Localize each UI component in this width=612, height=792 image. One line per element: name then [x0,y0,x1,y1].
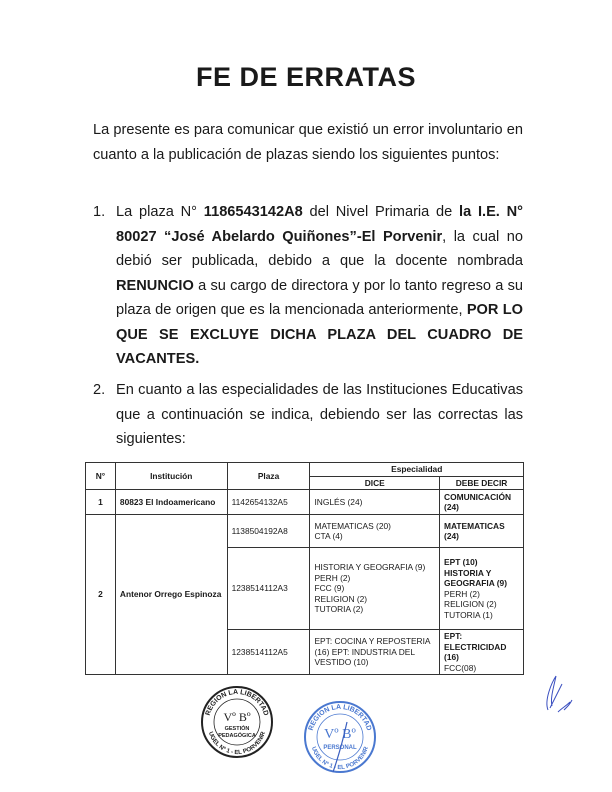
cell-n: 2 [86,515,116,675]
debe-line: COMUNICACIÓN (24) [444,491,512,512]
dice-line: TUTORIA (2) [314,604,364,615]
stamp-sub-text: PEDAGÓGICA [218,733,256,739]
debe-line: TUTORIA (1) [444,609,493,620]
cell-debe-decir [440,490,524,515]
item-number: 1. [93,204,106,220]
header-n: N° [86,463,116,490]
debe-line: EPT: ELECTRICIDAD (16) [444,631,507,662]
header-plaza: Plaza [227,463,310,490]
cell-institution: 80823 El Indoamericano [115,490,227,515]
stamp-personal [303,700,377,774]
header-dice: DICE [310,476,440,490]
table-row [86,515,524,548]
school-name: la I.E. N° 80027 “José Abelardo Quiñones”-El Porvenir [116,204,523,245]
header-especialidad: Especialidad [310,463,524,477]
cell-dice [310,548,440,630]
text: La plaza N° [116,204,204,220]
cell-n: 1 [86,490,116,515]
stamp-sub-text: PERSONAL [323,745,357,751]
debe-line: HISTORIA Y GEOGRAFIA (9) [444,567,507,588]
intro-paragraph: La presente es para comunicar que existió un error involuntario en cuanto a la publicación de plazas siendo los siguientes puntos: [93,122,523,163]
cell-plaza: 1238514112A5 [227,630,310,675]
cell-plaza: 1142654132A5 [227,490,310,515]
cell-plaza: 1238514112A3 [227,548,310,630]
stamp-ring-top: REGION LA LIBERTAD [307,703,373,732]
debe-line: MATEMATICAS (24) [444,520,505,541]
table-row [86,490,524,515]
errata-table [85,462,524,675]
signature-initials [540,672,580,718]
cell-debe-decir [440,515,524,548]
stamp-ring-bottom: UGEL N° 1 - EL PORVENIR [309,746,371,772]
debe-line: PERH (2) [444,588,480,599]
dice-line: MATEMATICAS (20) [314,520,391,531]
dice-line: EPT: COCINA Y REPOSTERIA (16) EPT: INDUSTRIA DEL VESTIDO (10) [314,636,431,668]
dice-line: CTA (4) [314,531,343,541]
text: En cuanto a las especialidades de las Instituciones Educativas que a continuación se indica, debiendo ser las correctas las siguientes: [116,382,523,447]
stamp-center-text: Vº Bº [223,710,251,724]
debe-line: EPT (10) [444,557,478,567]
dice-line: PERH (2) [314,572,351,583]
bold-text: RENUNCIO [116,277,194,294]
list-item-2 [93,378,523,452]
cell-institution: Antenor Orrego Espinoza [115,515,227,675]
cell-dice [310,515,440,548]
dice-line: INGLÉS (24) [314,496,363,507]
cell-plaza: 1138504192A8 [227,515,310,548]
list-item-1 [93,200,523,372]
stamp-ring-top: REGION LA LIBERTAD [204,688,270,717]
stamp-gestion-pedagogica [200,685,274,759]
cell-dice [310,490,440,515]
bold-text: POR LO QUE SE EXCLUYE DICHA PLAZA DEL CUADRO DE VACANTES. [116,302,524,367]
header-debe-decir: DEBE DECIR [440,476,524,490]
plaza-code: 1186543142A8 [203,204,303,220]
dice-line: HISTORIA Y GEOGRAFIA (9) [314,562,426,573]
text: del Nivel Primaria de [302,204,460,220]
header-institution: Institución [115,463,227,490]
text: , la cual no debió ser publicada, debido a que la docente nombrada [116,228,523,269]
item-number: 2. [93,382,106,398]
cell-dice [310,630,440,675]
debe-line: FCC(08) [444,662,477,673]
dice-line: FCC (9) [314,583,345,594]
dice-line: RELIGION (2) [314,593,368,604]
cell-debe-decir [440,630,524,675]
stamp-ring-bottom: UGEL N° 1 - EL PORVENIR [206,731,268,757]
stamp-center-text: Vº Bº [324,727,356,742]
document-title: FE DE ERRATAS [195,62,416,92]
cell-debe-decir [440,548,524,630]
debe-line: RELIGION (2) [444,599,497,609]
text: a su cargo de directora y por lo tanto regreso a su plaza de origen que es la mencionada anteriormente, [116,277,523,318]
stamp-sub-text: GESTIÓN [224,726,250,732]
